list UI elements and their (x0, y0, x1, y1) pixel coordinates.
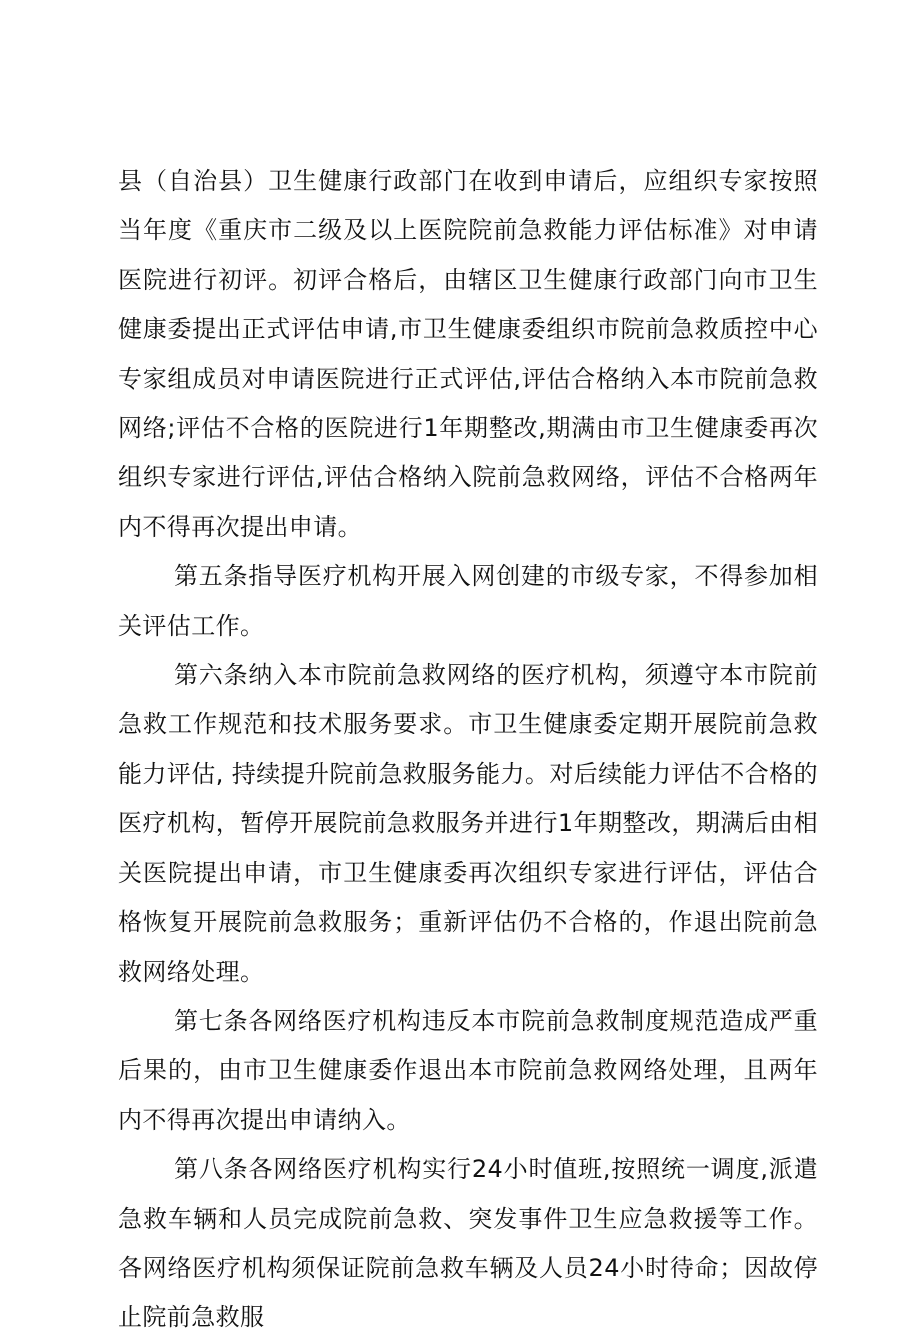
paragraph-article-7: 第七条各网络医疗机构违反本市院前急救制度规范造成严重后果的，由市卫生健康委作退出本市院前急救网络处理，且两年内不得再次提出申请纳入。 (118, 1006, 818, 1134)
paragraph-article-6: 第六条纳入本市院前急救网络的医疗机构，须遵守本市院前急救工作规范和技术服务要求。市卫生健康委定期开展院前急救能力评估, 持续提升院前急救服务能力。对后续能力评估不合格的医疗机构，暂停开展院前急救服务并进行1年期整改，期满后由相关医院提出申请，市卫生健康委再次组织专家进行评估，评估合格恢复开展院前急救服务；重新评估仍不合格的，作退出院前急救网络处理。 (118, 661, 818, 986)
document-body (118, 157, 818, 1343)
paragraph-continuation: 县（自治县）卫生健康行政部门在收到申请后，应组织专家按照当年度《重庆市二级及以上医院院前急救能力评估标准》对申请医院进行初评。初评合格后，由辖区卫生健康行政部门向市卫生健康委提出正式评估申请,市卫生健康委组织市院前急救质控中心专家组成员对申请医院进行正式评估,评估合格纳入本市院前急救网络;评估不合格的医院进行1年期整改,期满由市卫生健康委再次组织专家进行评估,评估合格纳入院前急救网络，评估不合格两年内不得再次提出申请。 (118, 167, 818, 541)
paragraph-article-5: 第五条指导医疗机构开展入网创建的市级专家，不得参加相关评估工作。 (118, 562, 818, 640)
paragraph-article-8: 第八条各网络医疗机构实行24小时值班,按照统一调度,派遣急救车辆和人员完成院前急救、突发事件卫生应急救援等工作。各网络医疗机构须保证院前急救车辆及人员24小时待命；因故停止院前急救服 (118, 1155, 818, 1332)
